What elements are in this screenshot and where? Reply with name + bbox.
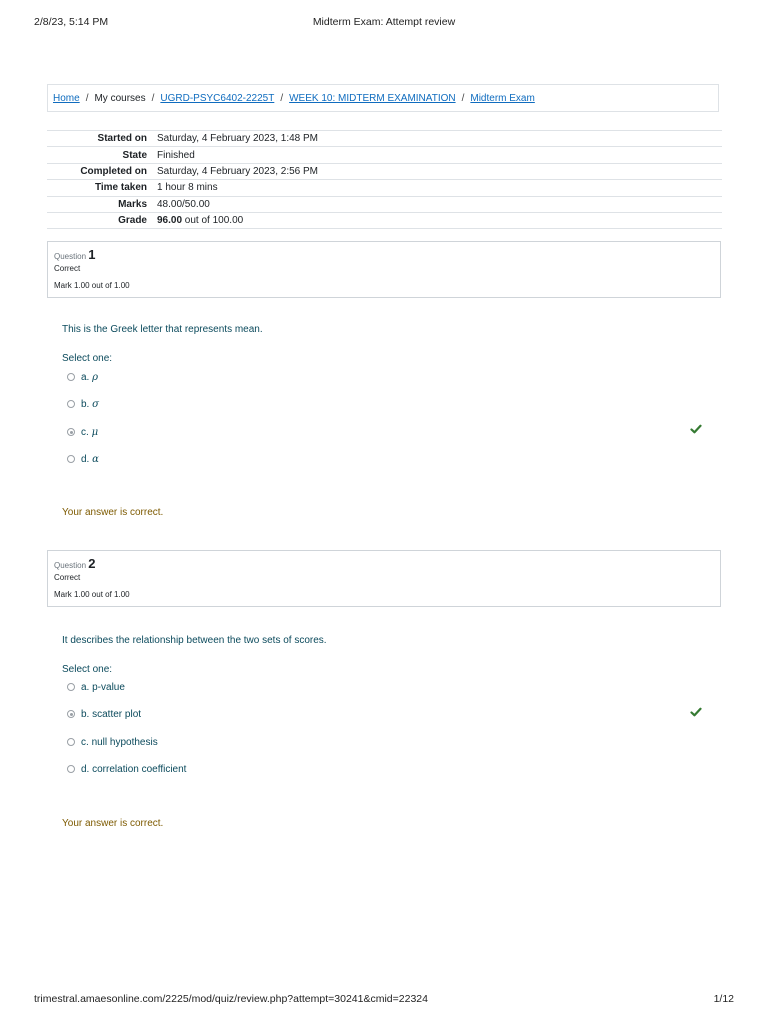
option-text: null hypothesis xyxy=(91,736,158,748)
question-number-value: 2 xyxy=(88,556,96,571)
question-grade: Mark 1.00 out of 1.00 xyxy=(54,590,130,599)
breadcrumb-my-courses: My courses xyxy=(94,92,146,104)
radio-button[interactable] xyxy=(67,765,75,773)
answer-option-c[interactable] xyxy=(67,735,158,749)
select-one-prompt: Select one: xyxy=(62,353,113,364)
summary-value: 48.00/50.00 xyxy=(152,196,722,212)
summary-row-grade xyxy=(47,212,722,228)
grade-value: 96.00 xyxy=(157,215,183,227)
question-label: Question xyxy=(54,561,87,570)
option-text: p-value xyxy=(92,681,125,693)
question-number xyxy=(54,247,96,262)
answer-option-b[interactable] xyxy=(67,397,99,411)
print-footer xyxy=(34,993,734,1009)
option-letter: c. xyxy=(81,736,89,748)
summary-value: Finished xyxy=(152,147,722,163)
option-letter: b. xyxy=(81,398,90,410)
summary-value xyxy=(152,212,722,228)
summary-label: Marks xyxy=(47,196,152,212)
breadcrumb-separator: / xyxy=(461,92,465,104)
answer-option-d[interactable] xyxy=(67,762,186,776)
question-state: Correct xyxy=(54,264,81,273)
answer-option-a[interactable] xyxy=(67,370,98,384)
print-title: Midterm Exam: Attempt review xyxy=(312,16,456,28)
summary-label: Completed on xyxy=(47,163,152,179)
question-text: It describes the relationship between the two sets of scores. xyxy=(62,635,327,646)
answer-option-d[interactable] xyxy=(67,452,99,466)
radio-button[interactable] xyxy=(67,738,75,746)
breadcrumb-separator: / xyxy=(151,92,155,104)
answer-option-c[interactable] xyxy=(67,425,98,439)
question-label: Question xyxy=(54,252,87,261)
option-letter: c. xyxy=(81,426,89,438)
summary-row-state xyxy=(47,147,722,163)
option-text: scatter plot xyxy=(92,708,142,720)
print-datetime: 2/8/23, 5:14 PM xyxy=(34,16,109,28)
question-number xyxy=(54,556,96,571)
feedback-text: Your answer is correct. xyxy=(62,507,164,518)
feedback-text: Your answer is correct. xyxy=(62,818,164,829)
breadcrumb xyxy=(47,84,719,112)
radio-button[interactable] xyxy=(67,373,75,381)
question-state: Correct xyxy=(54,573,81,582)
option-text: α xyxy=(92,453,99,465)
answer-option-b[interactable] xyxy=(67,707,141,721)
question-info-box xyxy=(47,550,721,607)
option-letter: a. xyxy=(81,681,90,693)
question-text: This is the Greek letter that represents mean. xyxy=(62,324,263,335)
radio-button[interactable] xyxy=(67,683,75,691)
breadcrumb-separator: / xyxy=(85,92,89,104)
summary-row-started xyxy=(47,131,722,147)
summary-label: Started on xyxy=(47,131,152,147)
option-letter: d. xyxy=(81,453,90,465)
breadcrumb-separator: / xyxy=(280,92,284,104)
print-header xyxy=(34,16,734,32)
radio-button[interactable] xyxy=(67,455,75,463)
check-icon xyxy=(690,706,702,718)
option-text: ρ xyxy=(92,371,99,383)
option-text: μ xyxy=(91,426,99,438)
summary-label: Grade xyxy=(47,212,152,228)
summary-value: Saturday, 4 February 2023, 2:56 PM xyxy=(152,163,722,179)
grade-suffix: out of 100.00 xyxy=(182,215,244,227)
breadcrumb-course-link[interactable]: UGRD-PSYC6402-2225T xyxy=(160,92,275,104)
question-number-value: 1 xyxy=(88,247,96,262)
select-one-prompt: Select one: xyxy=(62,664,113,675)
question-grade: Mark 1.00 out of 1.00 xyxy=(54,281,130,290)
summary-row-time-taken xyxy=(47,180,722,196)
page-number: 1/12 xyxy=(713,993,734,1005)
radio-button-selected[interactable] xyxy=(67,428,75,436)
summary-row-marks xyxy=(47,196,722,212)
radio-button-selected[interactable] xyxy=(67,710,75,718)
option-text: correlation coefficient xyxy=(92,763,187,775)
summary-label: Time taken xyxy=(47,180,152,196)
option-letter: b. xyxy=(81,708,90,720)
option-letter: d. xyxy=(81,763,90,775)
summary-value: 1 hour 8 mins xyxy=(152,180,722,196)
breadcrumb-exam-link[interactable]: Midterm Exam xyxy=(470,92,535,104)
summary-value: Saturday, 4 February 2023, 1:48 PM xyxy=(152,131,722,147)
breadcrumb-week-link[interactable]: WEEK 10: MIDTERM EXAMINATION xyxy=(289,92,456,104)
check-icon xyxy=(690,423,702,435)
summary-label: State xyxy=(47,147,152,163)
radio-button[interactable] xyxy=(67,400,75,408)
summary-row-completed xyxy=(47,163,722,179)
question-info-box xyxy=(47,241,721,298)
answer-option-a[interactable] xyxy=(67,680,125,694)
option-letter: a. xyxy=(81,371,90,383)
print-url: trimestral.amaesonline.com/2225/mod/quiz/review.php?attempt=30241&cmid=22324 xyxy=(34,993,428,1005)
attempt-summary-table xyxy=(47,130,722,229)
option-text: σ xyxy=(92,398,99,410)
breadcrumb-home-link[interactable]: Home xyxy=(53,92,80,104)
